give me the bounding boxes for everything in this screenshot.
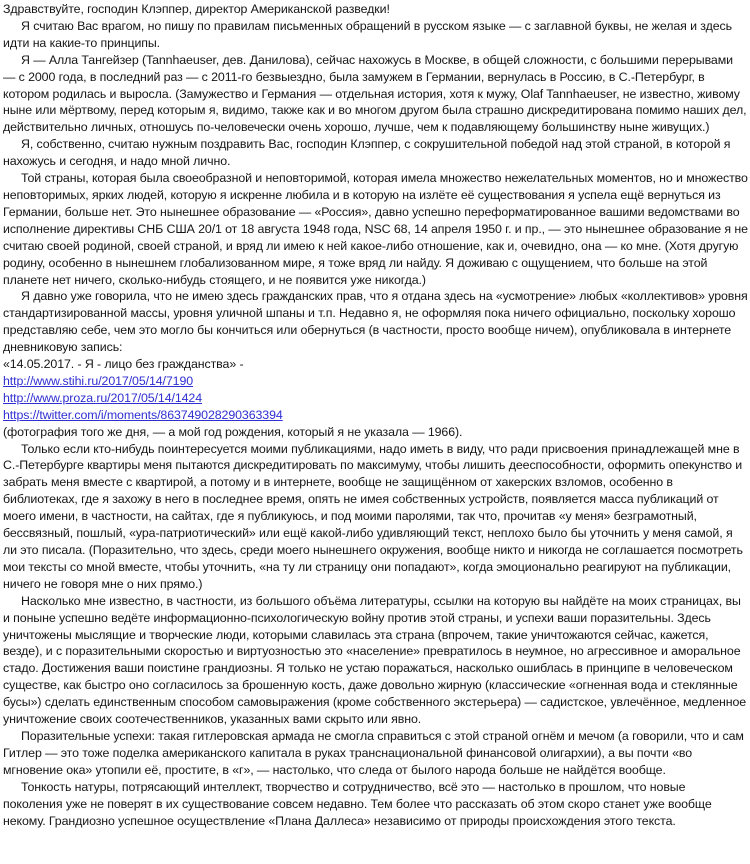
document-paragraph: Я считаю Вас врагом, но пишу по правилам письменных обращений в русском языке — с заглавной буквы, не желая и здесь идти на какие-то принципы. — [3, 18, 732, 50]
link-line — [3, 390, 748, 407]
document-link[interactable]: https://twitter.com/i/moments/863749028290363394 — [3, 407, 283, 422]
document-link[interactable]: http://www.proza.ru/2017/05/14/1424 — [3, 390, 203, 405]
link-line — [3, 407, 748, 424]
document-body — [3, 1, 748, 829]
document-paragraph: Той страны, которая была своеобразной и неповторимой, которая имела множество нежелательных моментов, но и множество неповторимых, ярких людей, которую я искренне любила и в которую на излёте её существования я успела ещё вернуться из Германии, больше нет. Это нынешнее образование — «Россия», давно успешно переформатированное вашими ведомствами во исполнение директивы СНБ США 20/1 от 18 августа 1948 года, NSC 68, 14 апреля 1950 г. и пр., — это нынешнее образование я не считаю своей родиной, своей страной, и вряд ли имею к ней какое-либо отношение, как и, очевидно, она — ко мне. (Хотя другую родину, особенно в нынешнем глобализованном мире, я тоже вряд ли найду. Я доживаю с ощущением, что больше на этой планете нет ничего, сколько-нибудь стоящего, и не появится уже никогда.) — [3, 171, 748, 287]
document-paragraph: Я — Алла Тангейзер (Tannhaeuser, дев. Данилова), сейчас нахожусь в Москве, в общей сложности, с большими перерывами — с 2000 года, в последний раз — с 2011-го безвыездно, была замужем в Германии, вернулась в Россию, в С.-Петербург, в котором родилась и выросла. (Замужество и Германия — отдельная история, хотя к мужу, Olaf Tannhaeuser, не известно, живому ныне или мёртвому, перед которым я, видимо, также как и во многом другом была страшно дискредитирована помимо наших дел, действительно личных, отношусь по-человечески очень хорошо, лучше, чем к подавляющему большинству ныне живущих.) — [3, 52, 747, 135]
document-paragraph: «14.05.2017. - Я - лицо без гражданства» - — [3, 357, 244, 372]
document-paragraph: Я давно уже говорила, что не имею здесь гражданских прав, что я отдана здесь на «усмотрение» любых «коллективов» уровня стандартизированной массы, уровня уличной шпаны и т.п. Недавно я, не оформляя пока ничего официально, поскольку хорошо представляю себе, чем это могло бы кончиться или обернуться (в частности, просто вообще ничем), опубликовала в интернете дневниковую запись: — [3, 289, 748, 355]
document-link[interactable]: http://www.stihi.ru/2017/05/14/7190 — [3, 373, 194, 388]
document-paragraph: Здравствуйте, господин Клэппер, директор Американской разведки! — [3, 2, 390, 16]
document-paragraph: Насколько мне известно, в частности, из большого объёма литературы, ссылки на которую вы найдёте на моих страницах, вы и поныне успешно ведёте информационно-психологическую войну против этой страны, и успехи ваши поразительны. Здесь уничтожены мыслящие и творческие люди, которыми славилась эта страна (впрочем, такие уничтожаются сейчас, кажется, везде), и с поразительными скоростью и виртуозностью это «население» превратилось в неумное, но агрессивное и аморальное стадо. Достижения ваши поистине грандиозны. Я только не устаю поражаться, насколько ошиблась в принципе в человеческом существе, как быстро оно согласилось за брошенную кость, даже довольно жирную (классические «огненная вода и стеклянные бусы») сделать единственным способом самовыражения (кроме собственного экстерьера) — садистское, увлечённое, медленное уничтожение своих соотечественников, указанных вами скрыто или явно. — [3, 593, 747, 727]
document-paragraph: (фотография того же дня, — а мой год рождения, который я не указала — 1966). — [3, 424, 463, 439]
document-paragraph: Тонкость натуры, потрясающий интеллект, творчество и сотрудничество, всё это — настолько в прошлом, что новые поколения уже не поверят в их существование совсем недавно. Тем более что рассказать об этом скоро станет уже вообще некому. Грандиозно успешное осуществление «Плана Даллеса» независимо от природы происхождения этого текста. — [3, 779, 712, 828]
document-paragraph: Я, собственно, считаю нужным поздравить Вас, господин Клэппер, с сокрушительной победой над этой страной, в которой я нахожусь и сегодня, и надо мной лично. — [3, 137, 731, 169]
document-paragraph: Поразительные успехи: такая гитлеровская армада не смогла справиться с этой страной огнём и мечом (а говорили, что и сам Гитлер — это тоже поделка американского капитала в руках транснациональной финансовой олигархии), а вы почти «во мгновение ока» утопили её, простите, в «г», — настолько, что следа от былого народа больше не найдётся вообще. — [3, 728, 744, 777]
link-line — [3, 373, 748, 390]
document-paragraph: Только если кто-нибудь поинтересуется моими публикациями, надо иметь в виду, что ради присвоения принадлежащей мне в С.-Петербурге квартиры меня пытаются дискредитировать по максимуму, чтобы лишить дееспособности, оформить опекунство и забрать меня вместе с квартирой, а потому и в интернете, вообще не защищённом от хакерских взломов, особенно в библиотеках, где я захожу в него в последнее время, опять не имея собственных устройств, появляется масса публикаций от моего имени, в частности, на сайтах, где я публикуюсь, и под моими паролями, так что, прочитав «у меня» безграмотный, бессвязный, пошлый, «ура-патриотический» или ещё какой-либо удивляющий текст, неплохо было бы уточнить у меня самой, я ли это писала. (Поразительно, что здесь, среди моего нынешнего окружения, вообще никто и никогда не соглашается посмотреть мои тексты со мной вместе, чтобы уточнить, «на ту ли страницу они попадают», когда эмоционально реагируют на публикации, ничего не говоря мне о них прямо.) — [3, 441, 743, 591]
